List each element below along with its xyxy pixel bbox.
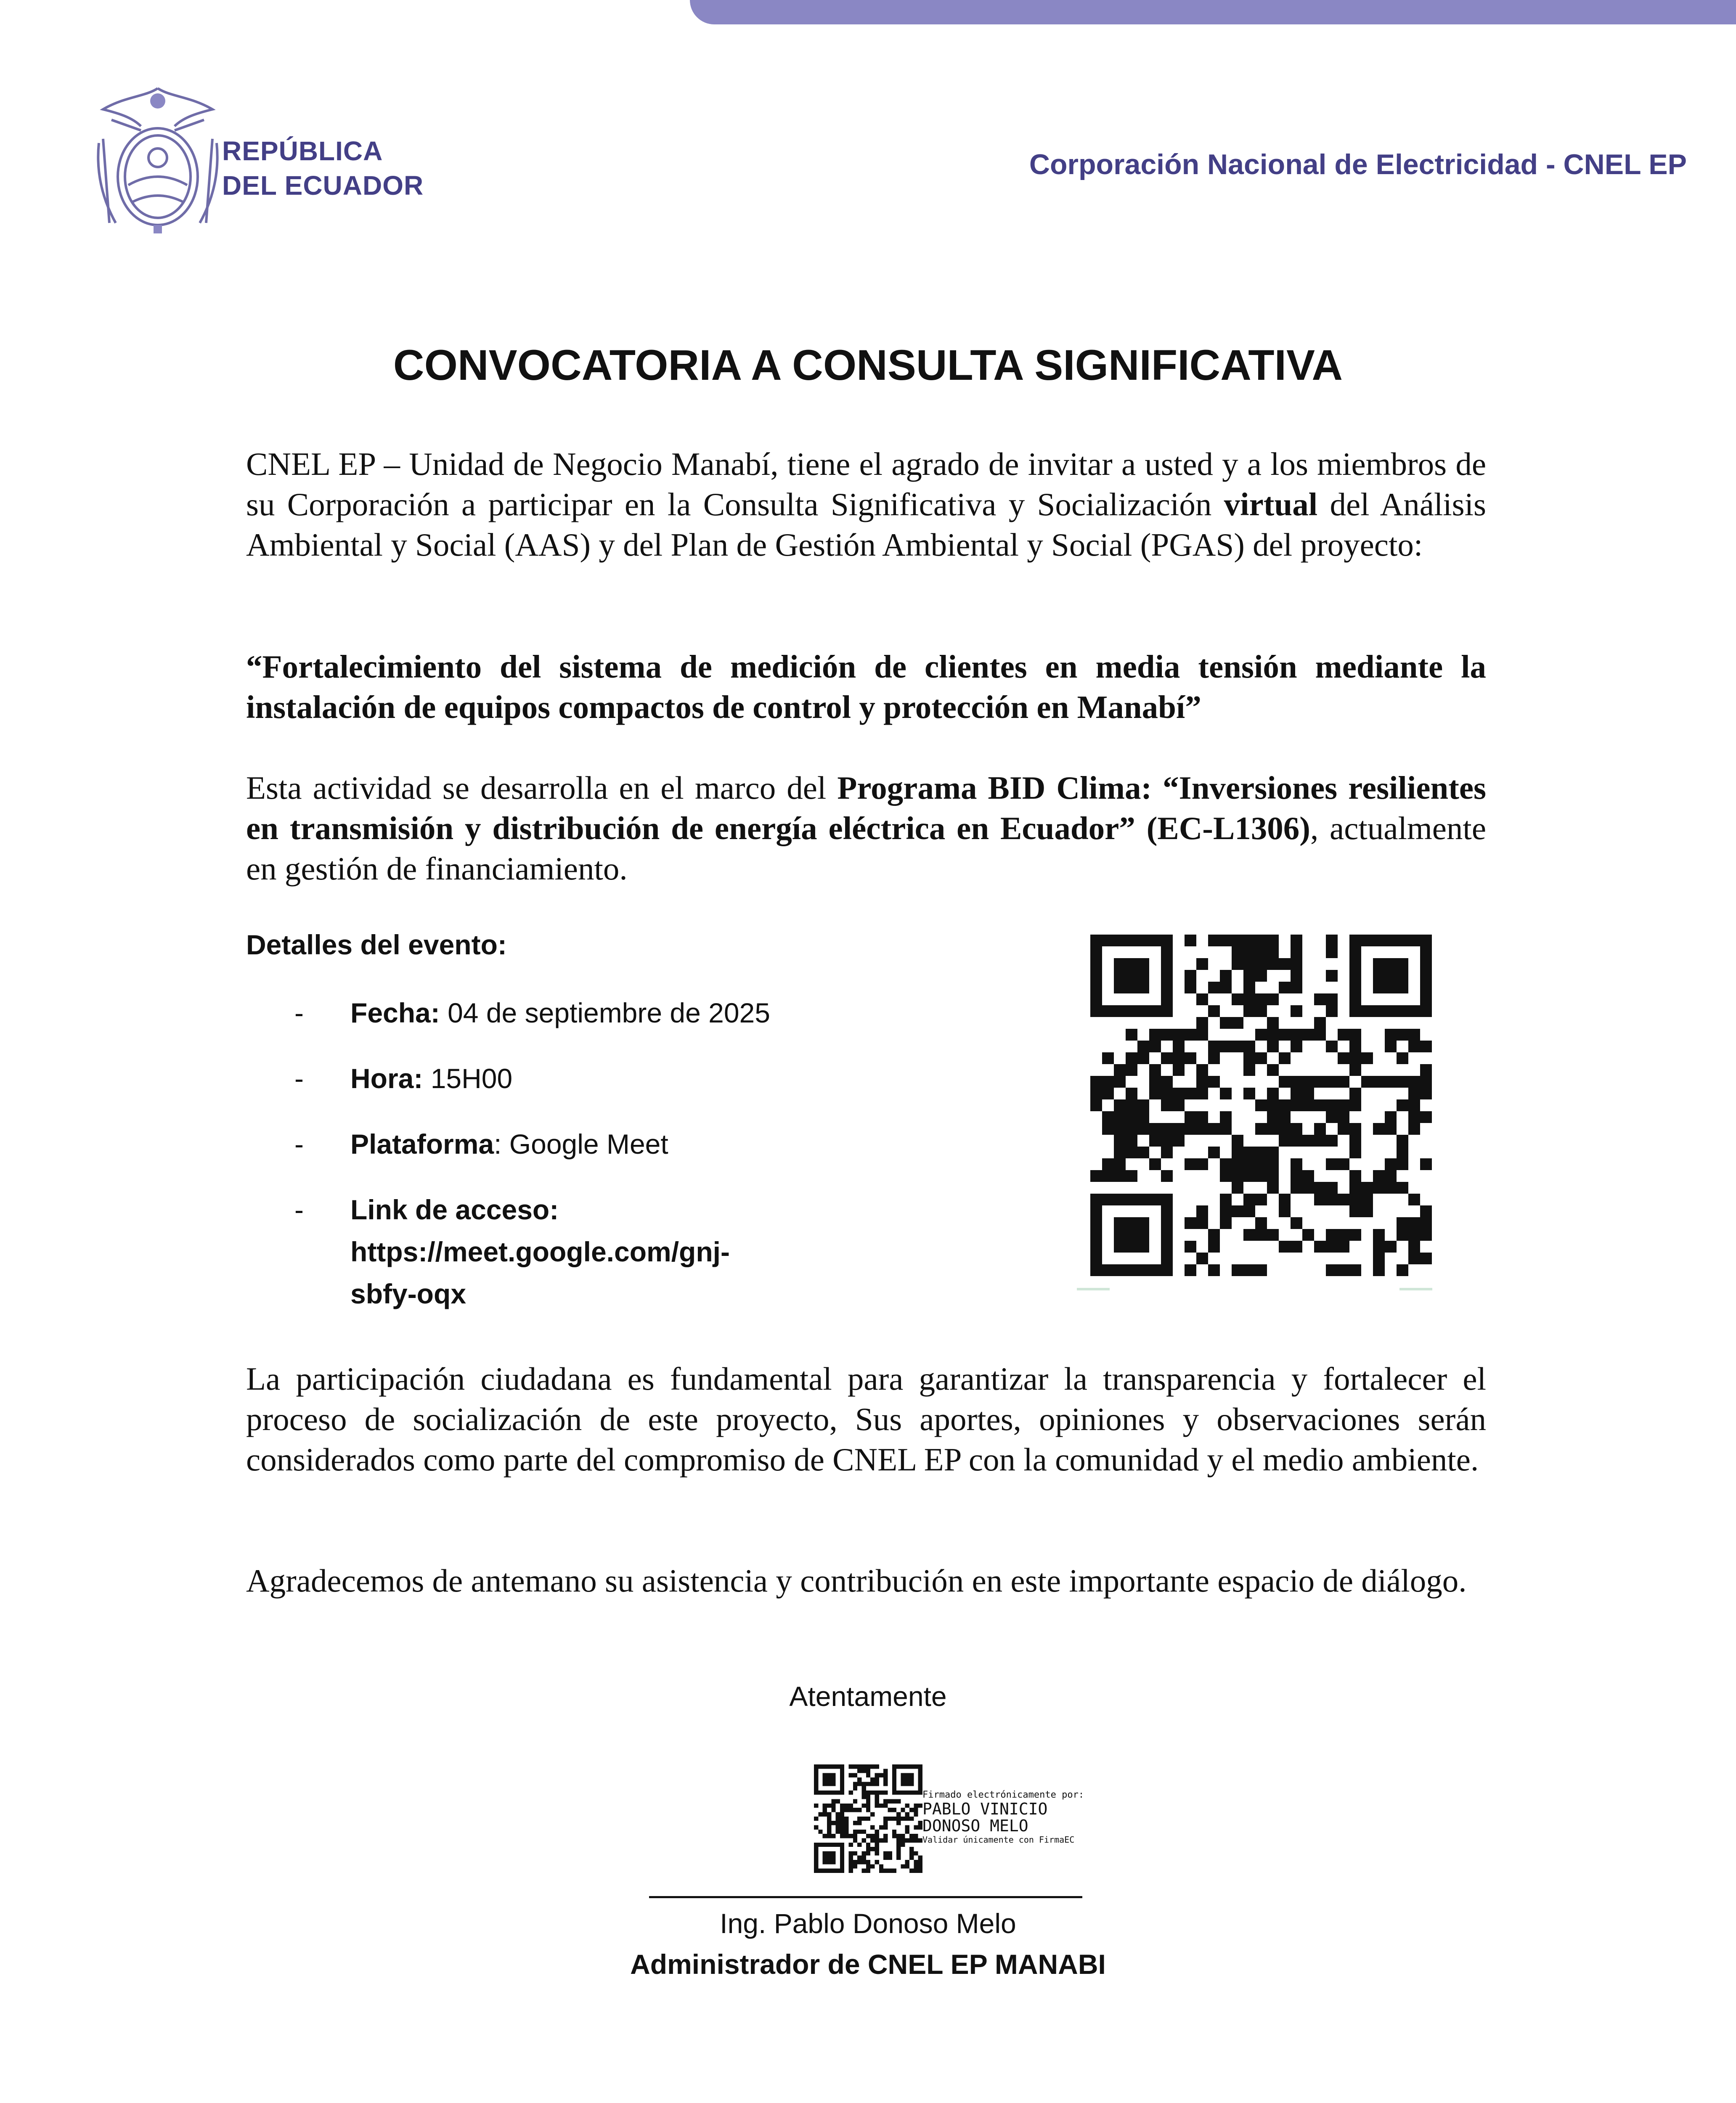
electronic-signature: Firmado electrónicamente por: PABLO VINICIO DONOSO MELO Validar únicamente con FirmaEC: [922, 1790, 1084, 1845]
government-name: REPÚBLICA DEL ECUADOR: [222, 136, 424, 201]
corporation-name: Corporación Nacional de Electricidad - CNEL EP: [1029, 148, 1687, 180]
signature-qr-code[interactable]: [814, 1764, 922, 1873]
coat-of-arms-icon: [86, 80, 229, 236]
closing-salutation: Atentamente: [789, 1681, 947, 1712]
program-paragraph: Esta actividad se desarrolla en el marco del Programa BID Clima: “Inversiones resilientes en transmisión y distribución de energía eléctrica en Ecuador” (EC-L1306), actualmente en gestión de financiamiento.: [246, 770, 1486, 887]
event-details-heading: Detalles del evento:: [246, 929, 507, 960]
qr-mark: [1399, 1288, 1432, 1290]
qr-mark: [1077, 1288, 1110, 1290]
project-name: “Fortalecimiento del sistema de medición de clientes en media tensión mediante la instalación de equipos compactos de control y protección en Manabí”: [246, 649, 1486, 725]
header-accent-bar: [690, 0, 1736, 24]
meeting-link[interactable]: https://meet.google.com/gnj- sbfy-oqx: [350, 1236, 730, 1309]
meeting-qr-code[interactable]: [1090, 935, 1432, 1276]
signer-role: Administrador de CNEL EP MANABI: [630, 1949, 1106, 1980]
signer-name: Ing. Pablo Donoso Melo: [720, 1908, 1016, 1939]
signature-line: [649, 1896, 1082, 1898]
participation-paragraph: La participación ciudadana es fundamental para garantizar la transparencia y fortalecer el proceso de socialización de este proyecto, Sus aportes, opiniones y observaciones serán considerados como parte del compromiso de CNEL EP con la comunidad y el medio ambiente.: [246, 1361, 1486, 1478]
document-title: CONVOCATORIA A CONSULTA SIGNIFICATIVA: [393, 341, 1343, 389]
thanks-paragraph: Agradecemos de antemano su asistencia y contribución en este importante espacio de diálogo.: [246, 1563, 1467, 1599]
intro-paragraph: CNEL EP – Unidad de Negocio Manabí, tiene el agrado de invitar a usted y a los miembros de su Corporación a participar en la Consulta Significativa y Socialización virtual del Análisis Ambiental y Social (AAS) y del Plan de Gestión Ambiental y Social (PGAS) del proyecto:: [246, 446, 1486, 563]
